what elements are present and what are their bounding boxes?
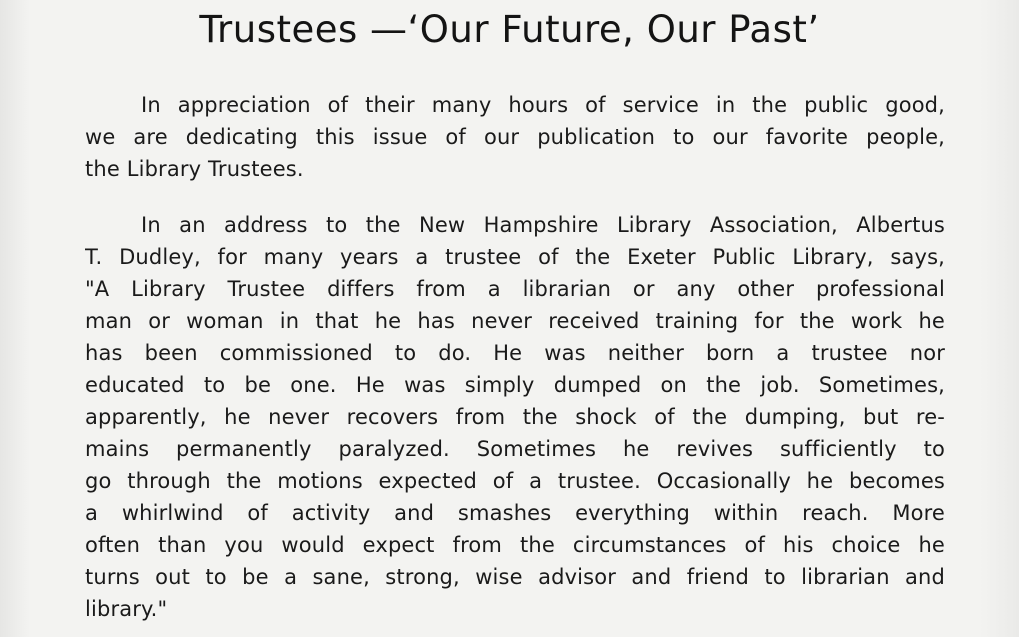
text-line: turns out to be a sane, strong, wise advisor and friend to librarian and bbox=[85, 565, 945, 589]
quote-paragraph bbox=[85, 209, 945, 625]
text-line: the Library Trustees. bbox=[85, 157, 304, 181]
text-line: In an address to the New Hampshire Library Association, Albertus bbox=[141, 213, 945, 237]
dedication-paragraph bbox=[85, 89, 945, 185]
text-line: has been commissioned to do. He was neither born a trustee nor bbox=[85, 341, 945, 365]
text-line: In appreciation of their many hours of service in the public good, bbox=[141, 93, 945, 117]
text-line: go through the motions expected of a trustee. Occasionally he becomes bbox=[85, 469, 945, 493]
text-line: apparently, he never recovers from the shock of the dumping, but re- bbox=[85, 405, 945, 429]
text-line: educated to be one. He was simply dumped on the job. Sometimes, bbox=[85, 373, 945, 397]
text-line: library." bbox=[85, 597, 168, 621]
text-line: "A Library Trustee differs from a librarian or any other professional bbox=[85, 277, 945, 301]
text-line: often than you would expect from the circumstances of his choice he bbox=[85, 533, 945, 557]
text-line: man or woman in that he has never received training for the work he bbox=[85, 309, 945, 333]
text-line: we are dedicating this issue of our publication to our favorite people, bbox=[85, 125, 945, 149]
page-title: Trustees —‘Our Future, Our Past’ bbox=[199, 8, 820, 51]
text-line: mains permanently paralyzed. Sometimes he revives sufficiently to bbox=[85, 437, 945, 461]
text-line: T. Dudley, for many years a trustee of the Exeter Public Library, says, bbox=[85, 245, 945, 269]
text-line: a whirlwind of activity and smashes everything within reach. More bbox=[85, 501, 945, 525]
